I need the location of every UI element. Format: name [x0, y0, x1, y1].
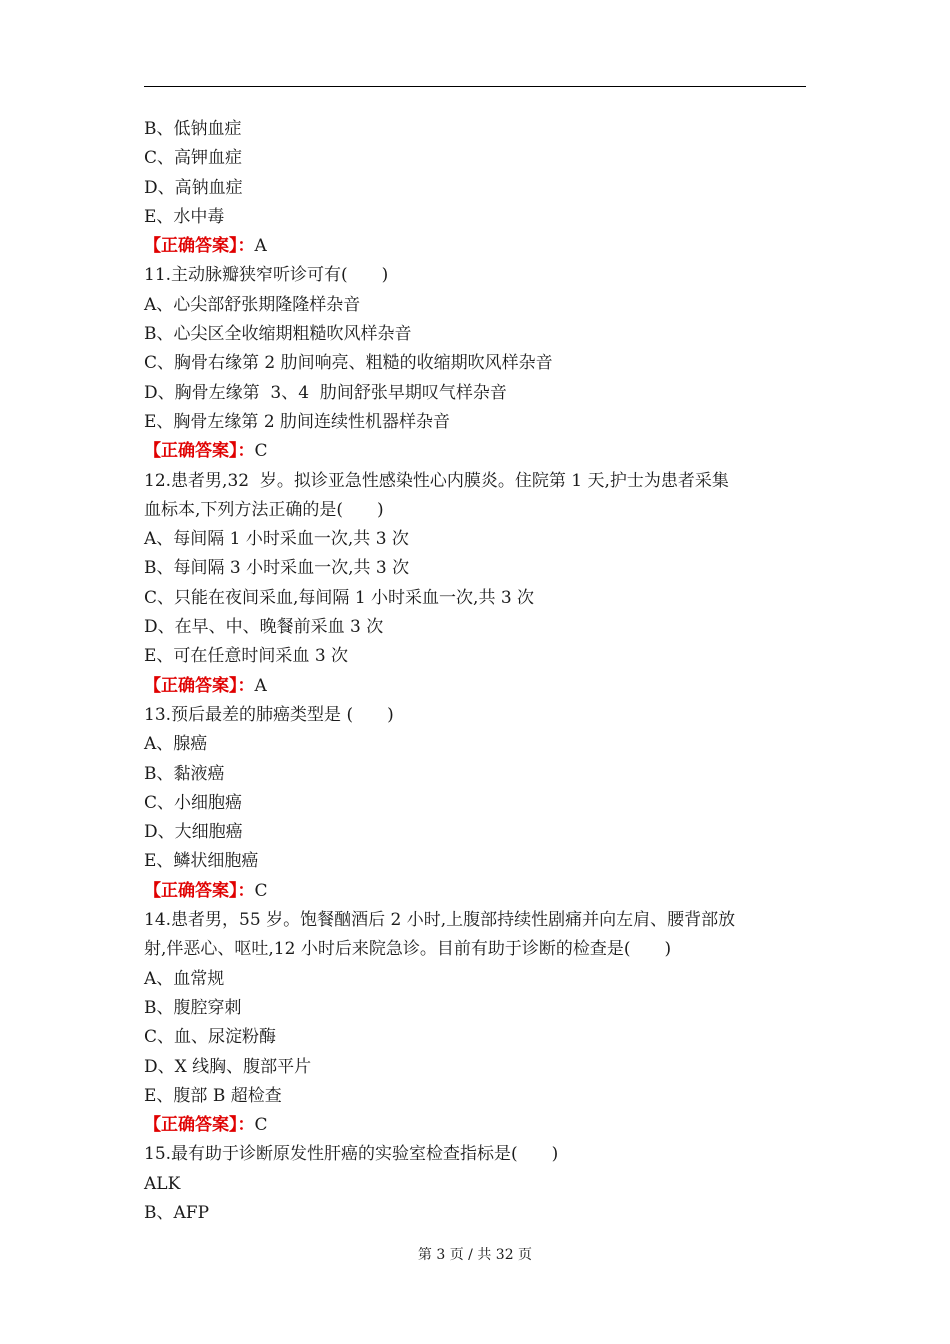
- text-line: B、低钠血症: [144, 119, 242, 139]
- text-line: B、每间隔 3 小时采血一次,共 3 次: [144, 558, 410, 579]
- answer-value: A: [254, 675, 267, 696]
- answer-separator: ：: [237, 1115, 255, 1136]
- text-line: E、鳞状细胞癌: [144, 851, 259, 872]
- answer-value: A: [254, 236, 267, 257]
- text-line: D、胸骨左缘第 3、4 肋间舒张早期叹气样杂音: [144, 382, 507, 403]
- text-line: C、胸骨右缘第 2 肋间响亮、粗糙的收缩期吹风样杂音: [144, 353, 553, 374]
- text-line: ALK: [144, 1173, 181, 1194]
- answer-separator: ：: [237, 675, 255, 696]
- answer-label: 【正确答案】: [144, 880, 238, 901]
- text-line: E、水中毒: [144, 206, 225, 227]
- text-line: A、每间隔 1 小时采血一次,共 3 次: [144, 529, 409, 550]
- correct-answer-line: [144, 437, 806, 466]
- text-line: C、高钾血症: [144, 148, 243, 169]
- answer-separator: ：: [237, 441, 255, 462]
- text-line: 11.主动脉瓣狭窄听诊可有( ): [144, 265, 389, 286]
- answer-label: 【正确答案】: [144, 236, 238, 257]
- text-line: B、黏液癌: [144, 763, 225, 784]
- text-line: D、高钠血症: [144, 177, 243, 198]
- answer-label: 【正确答案】: [144, 1115, 238, 1136]
- correct-answer-line: [144, 232, 806, 261]
- answer-value: C: [254, 1115, 268, 1136]
- page-footer: 第 3 页 / 共 32 页: [417, 1247, 533, 1263]
- answer-label: 【正确答案】: [144, 675, 238, 696]
- text-line: C、只能在夜间采血,每间隔 1 小时采血一次,共 3 次: [144, 587, 535, 608]
- correct-answer-line: [144, 877, 806, 906]
- text-line: A、心尖部舒张期隆隆样杂音: [144, 294, 361, 315]
- correct-answer-line: [144, 672, 806, 701]
- text-line: 15.最有助于诊断原发性肝癌的实验室检查指标是( ): [144, 1144, 559, 1165]
- text-line: A、血常规: [144, 968, 225, 989]
- text-line: B、AFP: [144, 1202, 210, 1223]
- text-line: D、大细胞癌: [144, 822, 243, 843]
- text-line: 14.患者男，55 岁。饱餐酗酒后 2 小时,上腹部持续性剧痛并向左肩、腰背部放: [144, 910, 736, 931]
- text-line: D、X 线胸、腹部平片: [144, 1056, 312, 1077]
- text-line: 血标本,下列方法正确的是( ): [144, 499, 384, 520]
- header-rule: [144, 86, 806, 87]
- answer-separator: ：: [237, 236, 255, 257]
- text-line: B、心尖区全收缩期粗糙吹风样杂音: [144, 324, 412, 345]
- text-line: D、在早、中、晚餐前采血 3 次: [144, 617, 384, 638]
- text-line: C、血、尿淀粉酶: [144, 1027, 277, 1048]
- text-line: 射,伴恶心、呕吐,12 小时后来院急诊。目前有助于诊断的检查是( ): [144, 939, 672, 960]
- answer-value: C: [254, 441, 268, 462]
- text-line: 13.预后最差的肺癌类型是 ( ): [144, 704, 394, 725]
- text-line: 12.患者男,32 岁。拟诊亚急性感染性心内膜炎。住院第 1 天,护士为患者采集: [144, 470, 729, 491]
- answer-separator: ：: [237, 880, 255, 901]
- document-body: [144, 115, 806, 1228]
- answer-label: 【正确答案】: [144, 441, 238, 462]
- text-line: C、小细胞癌: [144, 792, 243, 813]
- text-line: E、可在任意时间采血 3 次: [144, 646, 349, 667]
- text-line: B、腹腔穿刺: [144, 997, 242, 1018]
- correct-answer-line: [144, 1111, 806, 1140]
- text-line: E、腹部 B 超检查: [144, 1085, 282, 1106]
- text-line: E、胸骨左缘第 2 肋间连续性机器样杂音: [144, 411, 451, 432]
- text-line: A、腺癌: [144, 734, 208, 755]
- answer-value: C: [254, 880, 268, 901]
